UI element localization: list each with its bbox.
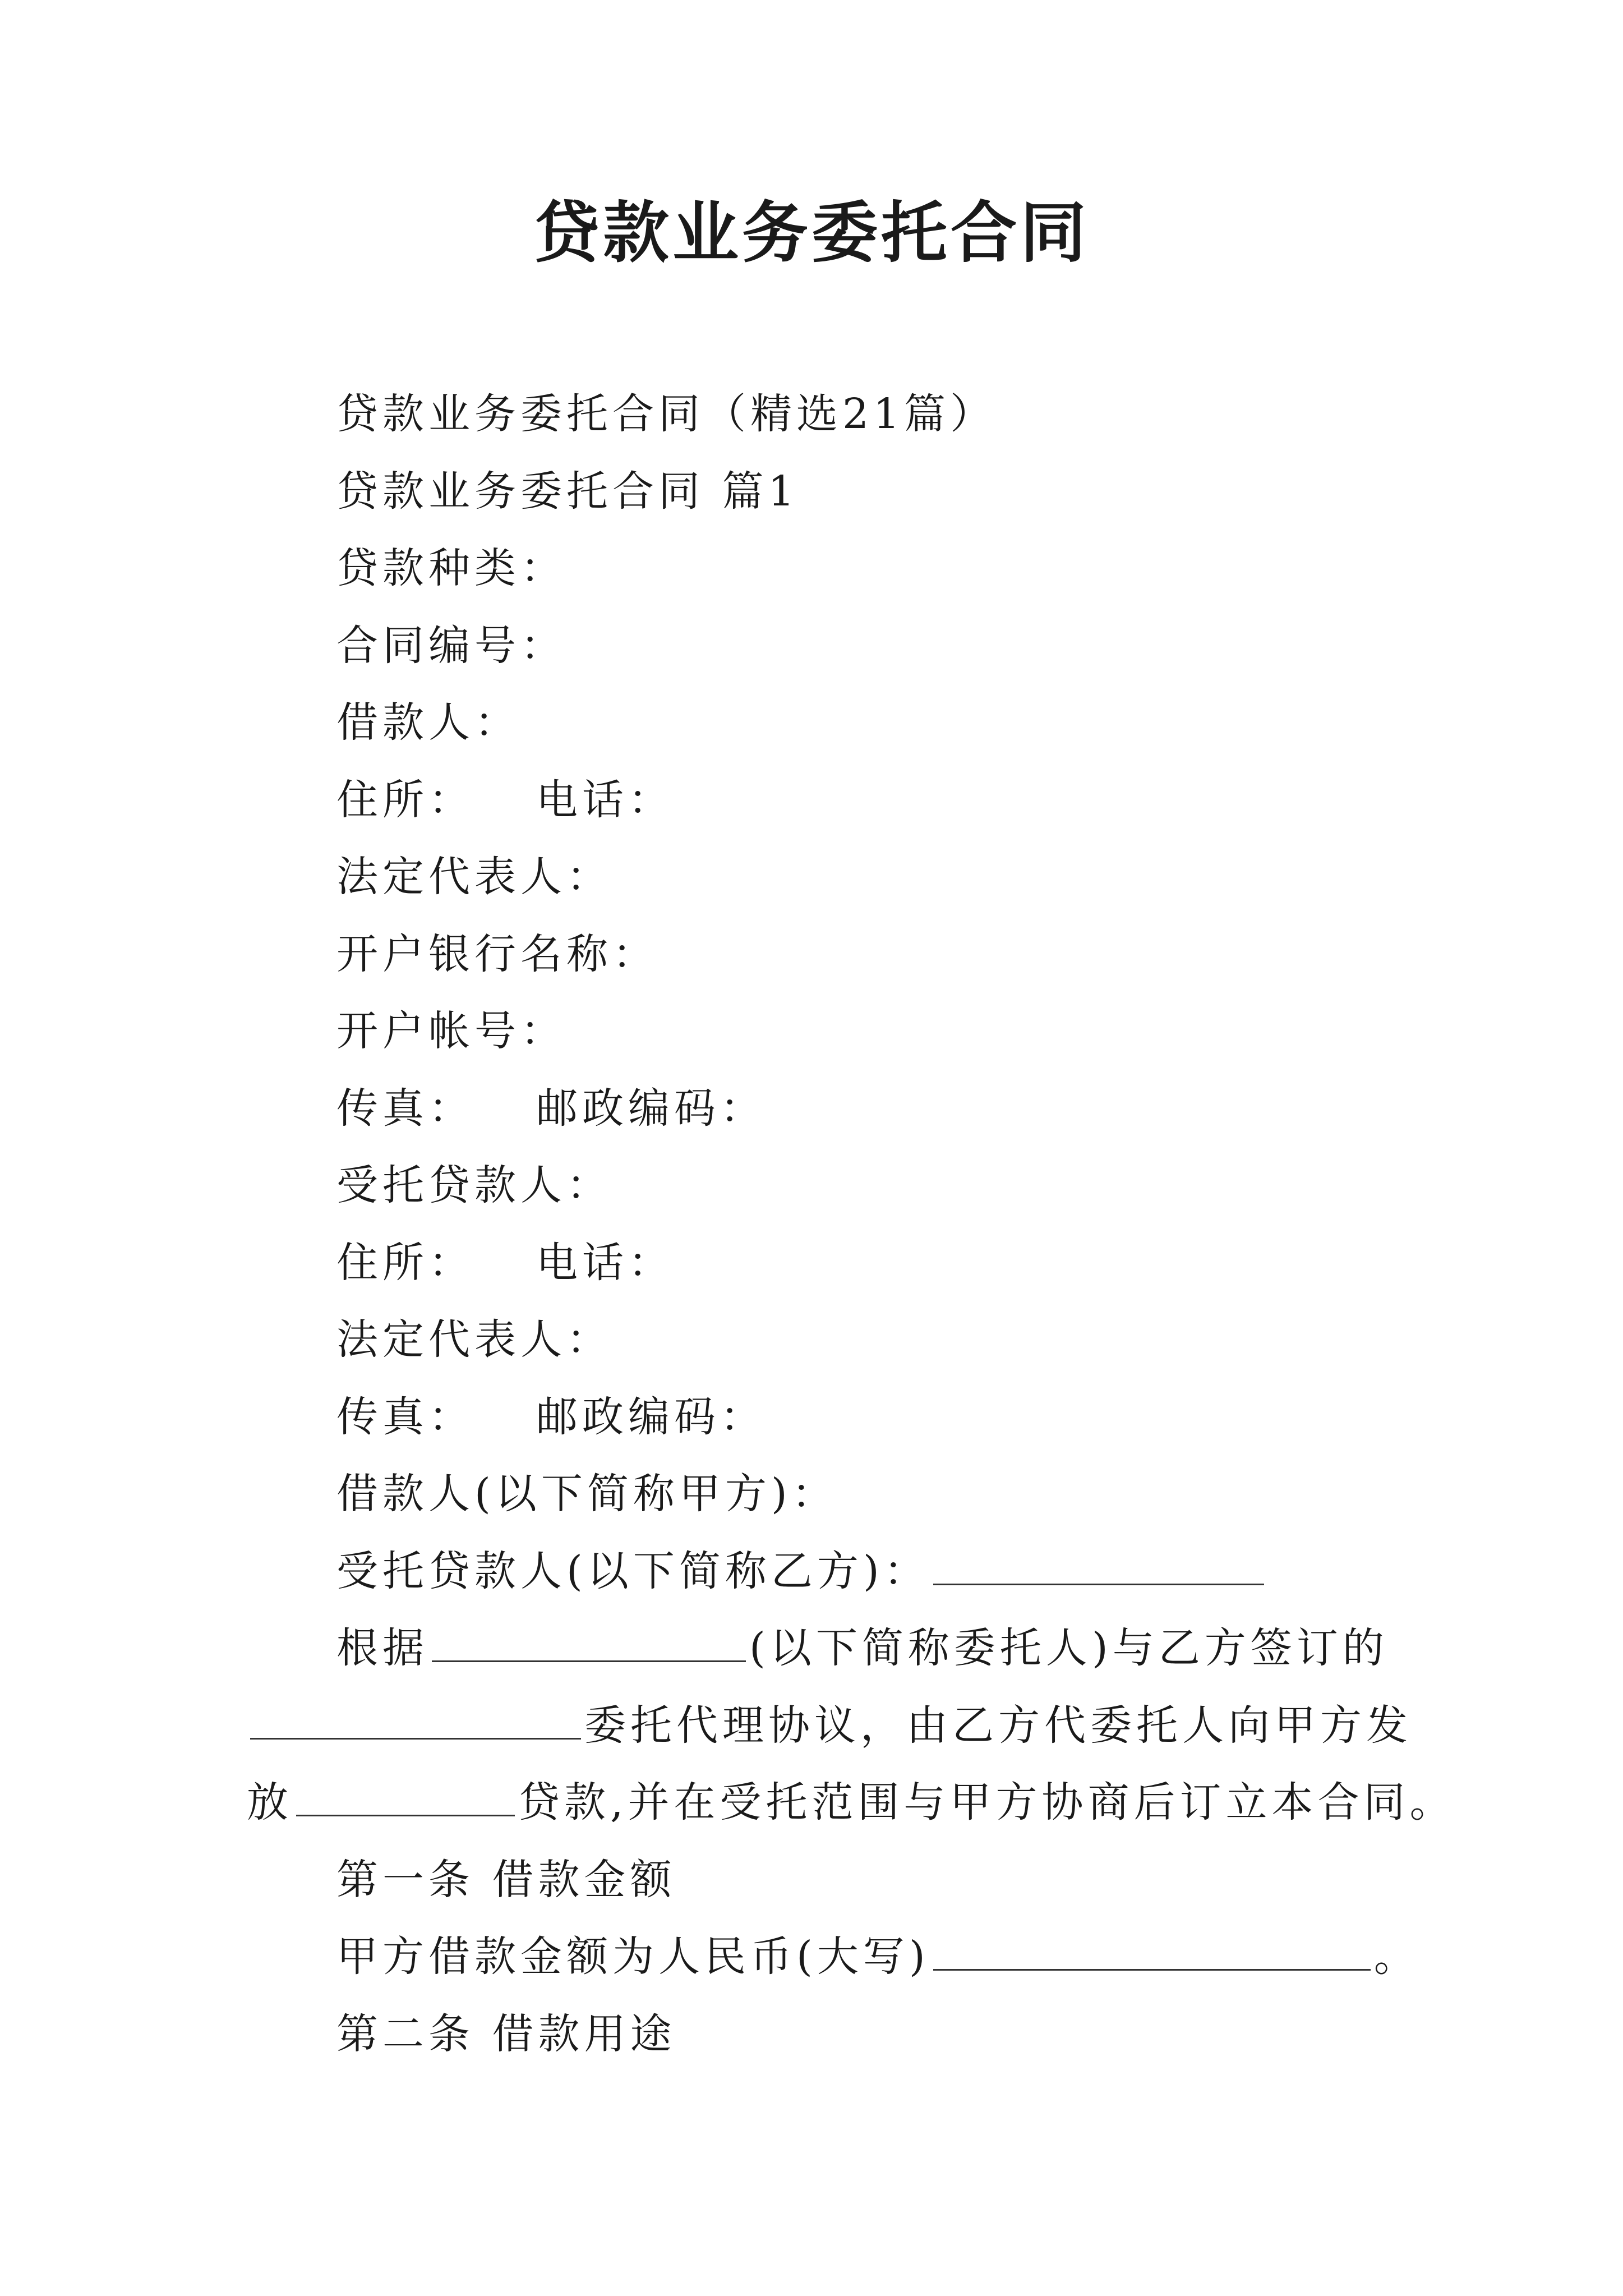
paragraph-text: 贷款,并在受托范围与甲方协商后订立本合同。 xyxy=(518,1778,1456,1826)
contract-no-field: 合同编号： xyxy=(336,621,566,670)
bank-name-field: 开户银行名称： xyxy=(336,930,658,978)
phone-label: 电话： xyxy=(536,775,674,824)
section-heading: 贷款业务委托合同 篇1 xyxy=(336,467,799,516)
account-no-field: 开户帐号： xyxy=(336,1007,566,1055)
paragraph-line-3 xyxy=(247,1764,1456,1842)
fill-blank xyxy=(933,1550,1264,1585)
fill-blank xyxy=(432,1627,746,1662)
paragraph-text: (以下简称委托人)与乙方签订的 xyxy=(749,1624,1389,1672)
party-a-line: 借款人(以下简称甲方)： xyxy=(336,1470,838,1518)
fax-postal-line-2 xyxy=(247,1379,1396,1456)
borrower-field: 借款人： xyxy=(336,698,520,747)
legal-rep-field-1: 法定代表人： xyxy=(336,853,612,901)
address-phone-line-1 xyxy=(247,762,1396,839)
paragraph-text: 根据 xyxy=(336,1624,428,1672)
subtitle-line: 贷款业务委托合同（精选21篇） xyxy=(336,390,997,438)
fill-blank xyxy=(296,1781,515,1816)
address-phone-line-2 xyxy=(247,1225,1396,1302)
legal-rep-field-2: 法定代表人： xyxy=(336,1315,612,1364)
document-title: 贷款业务委托合同 xyxy=(533,194,1090,272)
paragraph-text: 委托代理协议，由乙方代委托人向甲方发 xyxy=(584,1701,1412,1750)
amount-end: 。 xyxy=(1373,1932,1420,1981)
address-label: 住所： xyxy=(336,1238,474,1287)
fill-blank xyxy=(933,1935,1371,1971)
amount-label: 甲方借款金额为人民币(大写) xyxy=(336,1932,930,1981)
postal-label: 邮政编码： xyxy=(536,1392,766,1441)
fill-blank xyxy=(250,1704,581,1740)
party-b-label: 受托贷款人(以下简称乙方)： xyxy=(336,1547,930,1595)
loan-type-field: 贷款种类： xyxy=(336,544,566,592)
postal-label: 邮政编码： xyxy=(536,1084,766,1133)
article-1-heading: 第一条 借款金额 xyxy=(336,1855,676,1904)
fax-label: 传真： xyxy=(336,1392,474,1441)
address-label: 住所： xyxy=(336,775,474,824)
document-body xyxy=(247,376,1456,2073)
paragraph-line-2 xyxy=(247,1687,1412,1765)
paragraph-line-1 xyxy=(247,1610,1396,1687)
article-2-heading: 第二条 借款用途 xyxy=(336,2009,676,2058)
paragraph-text: 放 xyxy=(247,1778,293,1826)
fax-postal-line-1 xyxy=(247,1070,1396,1148)
phone-label: 电话： xyxy=(536,1238,674,1287)
trustee-field: 受托贷款人： xyxy=(336,1161,612,1209)
amount-line xyxy=(247,1918,1420,1996)
fax-label: 传真： xyxy=(336,1084,474,1133)
party-b-line xyxy=(247,1533,1396,1611)
